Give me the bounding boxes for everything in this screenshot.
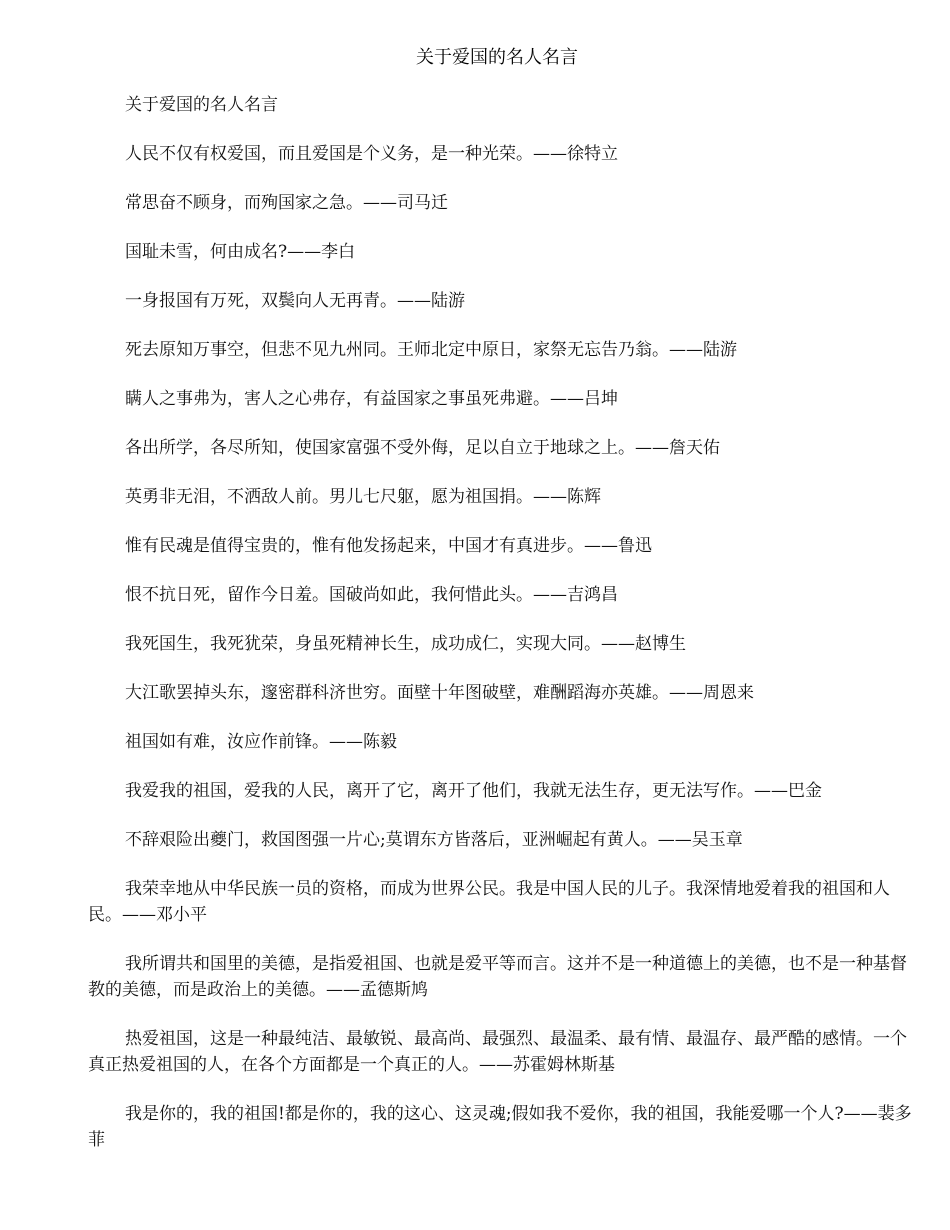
quote-paragraph: 各出所学，各尽所知，使国家富强不受外侮，足以自立于地球之上。——詹天佑: [125, 438, 720, 458]
quote-paragraph: 大江歌罢掉头东，邃密群科济世穷。面壁十年图破壁，难酬蹈海亦英雄。——周恩来: [125, 683, 754, 703]
quote-paragraph: 我荣幸地从中华民族一员的资格，而成为世界公民。我是中国人民的儿子。我深情地爱着我的祖国和人民。——邓小平: [88, 879, 890, 925]
quote-paragraph: 热爱祖国，这是一种最纯洁、最敏锐、最高尚、最强烈、最温柔、最有情、最温存、最严酷的感情。一个真正热爱祖国的人，在各个方面都是一个真正的人。——苏霍姆林斯基: [88, 1029, 907, 1075]
quote-paragraph: 恨不抗日死，留作今日羞。国破尚如此，我何惜此头。——吉鸿昌: [125, 585, 618, 605]
quote-paragraph: 瞒人之事弗为，害人之心弗存，有益国家之事虽死弗避。——吕坤: [125, 389, 618, 409]
quote-paragraph: 国耻未雪，何由成名?——李白: [125, 242, 356, 262]
quote-paragraph: 惟有民魂是值得宝贵的，惟有他发扬起来，中国才有真进步。——鲁迅: [125, 536, 652, 556]
quote-paragraph: 祖国如有难，汝应作前锋。——陈毅: [125, 732, 397, 752]
quote-paragraph: 我死国生，我死犹荣，身虽死精神长生，成功成仁，实现大同。——赵博生: [125, 634, 686, 654]
quote-paragraph: 我所谓共和国里的美德，是指爱祖国、也就是爱平等而言。这并不是一种道德上的美德，也不是一种基督教的美德，而是政治上的美德。——孟德斯鸠: [88, 954, 907, 1000]
document-title: 关于爱国的名人名言: [416, 47, 578, 68]
quote-paragraph: 不辞艰险出夔门，救国图强一片心;莫谓东方皆落后，亚洲崛起有黄人。——吴玉章: [125, 830, 743, 850]
quote-paragraph: 我是你的，我的祖国!都是你的，我的这心、这灵魂;假如我不爱你，我的祖国，我能爱哪一个人?——裴多菲: [88, 1104, 912, 1150]
quote-paragraph: 我爱我的祖国，爱我的人民，离开了它，离开了他们，我就无法生存，更无法写作。——巴金: [125, 781, 822, 801]
quote-paragraph: 一身报国有万死，双鬓向人无再青。——陆游: [125, 291, 465, 311]
quote-paragraph: 常思奋不顾身，而殉国家之急。——司马迁: [125, 193, 448, 213]
quote-paragraph: 英勇非无泪，不洒敌人前。男儿七尺躯，愿为祖国捐。——陈辉: [125, 487, 601, 507]
quote-paragraph: 死去原知万事空，但悲不见九州同。王师北定中原日，家祭无忘告乃翁。——陆游: [125, 340, 737, 360]
paragraph-heading: 关于爱国的名人名言: [125, 95, 278, 115]
quote-paragraph: 人民不仅有权爱国，而且爱国是个义务，是一种光荣。——徐特立: [125, 144, 618, 164]
document-body: [88, 92, 918, 1176]
